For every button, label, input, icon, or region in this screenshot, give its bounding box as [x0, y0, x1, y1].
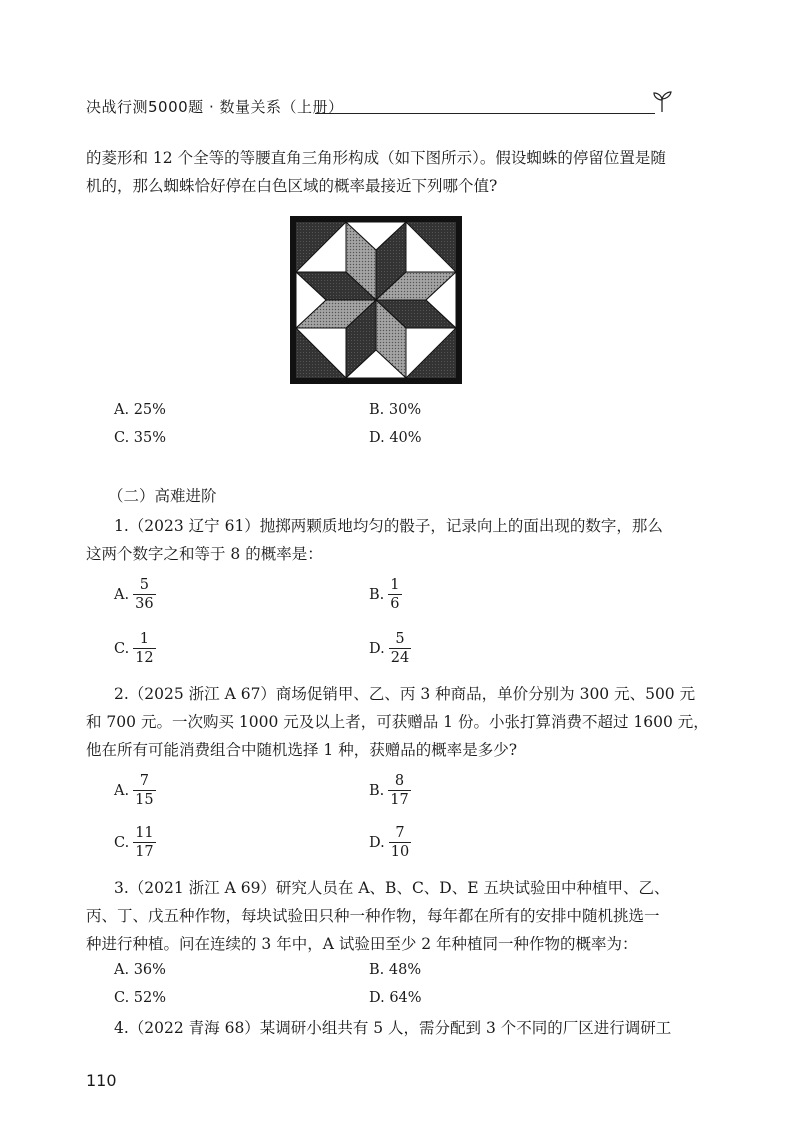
option-b — [369, 772, 411, 809]
denominator: 10 — [390, 844, 410, 860]
fraction — [388, 772, 410, 809]
option-d: D. 64% — [369, 990, 422, 1006]
question-text-line: 丙、丁、戊五种作物，每块试验田只种一种作物，每年都在所有的安排中随机挑选一 — [86, 907, 660, 925]
fraction — [388, 576, 401, 613]
denominator: 17 — [135, 844, 154, 860]
numerator: 1 — [390, 577, 400, 593]
fraction — [133, 824, 155, 861]
fraction — [389, 824, 411, 861]
fraction — [389, 630, 411, 667]
denominator: 12 — [135, 650, 154, 666]
option-d: D. 40% — [369, 430, 422, 446]
fraction — [133, 630, 155, 667]
option-letter: A. — [114, 782, 130, 799]
fraction — [133, 576, 155, 613]
option-b — [369, 576, 402, 613]
denominator: 24 — [390, 650, 410, 666]
option-b: B. 30% — [369, 402, 422, 418]
option-c: C. 52% — [114, 990, 167, 1006]
question-text-line: 的菱形和 12 个全等的等腰直角三角形构成（如下图所示）。假设蜘蛛的停留位置是随 — [86, 149, 666, 167]
section-title: （二）高难进阶 — [108, 487, 217, 505]
denominator: 17 — [390, 792, 409, 808]
numerator: 5 — [139, 577, 149, 593]
option-b: B. 48% — [369, 962, 422, 978]
option-c — [114, 824, 156, 861]
header-rule — [315, 113, 655, 114]
star-quilt-figure — [290, 216, 462, 384]
option-d — [369, 630, 411, 667]
sprout-icon — [650, 88, 676, 114]
question-text-line: 4.（2022 青海 68）某调研小组共有 5 人，需分配到 3 个不同的厂区进行调研工 — [114, 1019, 672, 1037]
denominator: 36 — [135, 596, 154, 612]
numerator: 5 — [395, 631, 405, 647]
question-text-line: 和 700 元。一次购买 1000 元及以上者，可获赠品 1 份。小张打算消费不超过 1600 元， — [86, 713, 709, 731]
question-text-line: 这两个数字之和等于 8 的概率是： — [86, 545, 323, 563]
numerator: 11 — [135, 825, 154, 841]
question-text-line: 2.（2025 浙江 A 67）商场促销甲、乙、丙 3 种商品，单价分别为 300 元、500 元 — [114, 685, 696, 703]
question-text-line: 种进行种植。问在连续的 3 年中，A 试验田至少 2 年种植同一种作物的概率为： — [86, 935, 638, 953]
option-a — [114, 772, 156, 809]
option-letter: D. — [369, 834, 385, 851]
option-a — [114, 576, 156, 613]
denominator: 6 — [390, 596, 400, 612]
option-letter: C. — [114, 640, 130, 657]
numerator: 8 — [394, 773, 405, 789]
running-header: 决战行测5000题 · 数量关系（上册） — [86, 98, 344, 116]
numerator: 7 — [395, 825, 405, 841]
option-d — [369, 824, 411, 861]
option-letter: C. — [114, 834, 130, 851]
numerator: 7 — [139, 773, 149, 789]
option-letter: B. — [369, 782, 385, 799]
numerator: 1 — [139, 631, 150, 647]
question-text-line: 他在所有可能消费组合中随机选择 1 种，获赠品的概率是多少? — [86, 741, 518, 759]
question-text-line: 1.（2023 辽宁 61）抛掷两颗质地均匀的骰子，记录向上的面出现的数字，那么 — [114, 517, 663, 535]
fraction — [133, 772, 155, 809]
option-a: A. 25% — [114, 402, 166, 418]
option-letter: D. — [369, 640, 385, 657]
denominator: 15 — [135, 792, 154, 808]
question-text-line: 3.（2021 浙江 A 69）研究人员在 A、B、C、D、E 五块试验田中种植甲、乙、 — [114, 879, 670, 897]
option-a: A. 36% — [114, 962, 166, 978]
option-letter: B. — [369, 586, 385, 603]
option-c: C. 35% — [114, 430, 167, 446]
option-letter: A. — [114, 586, 130, 603]
question-text-line: 机的，那么蜘蛛恰好停在白色区域的概率最接近下列哪个值? — [86, 177, 498, 195]
page-number: 110 — [86, 1071, 117, 1090]
option-c — [114, 630, 156, 667]
